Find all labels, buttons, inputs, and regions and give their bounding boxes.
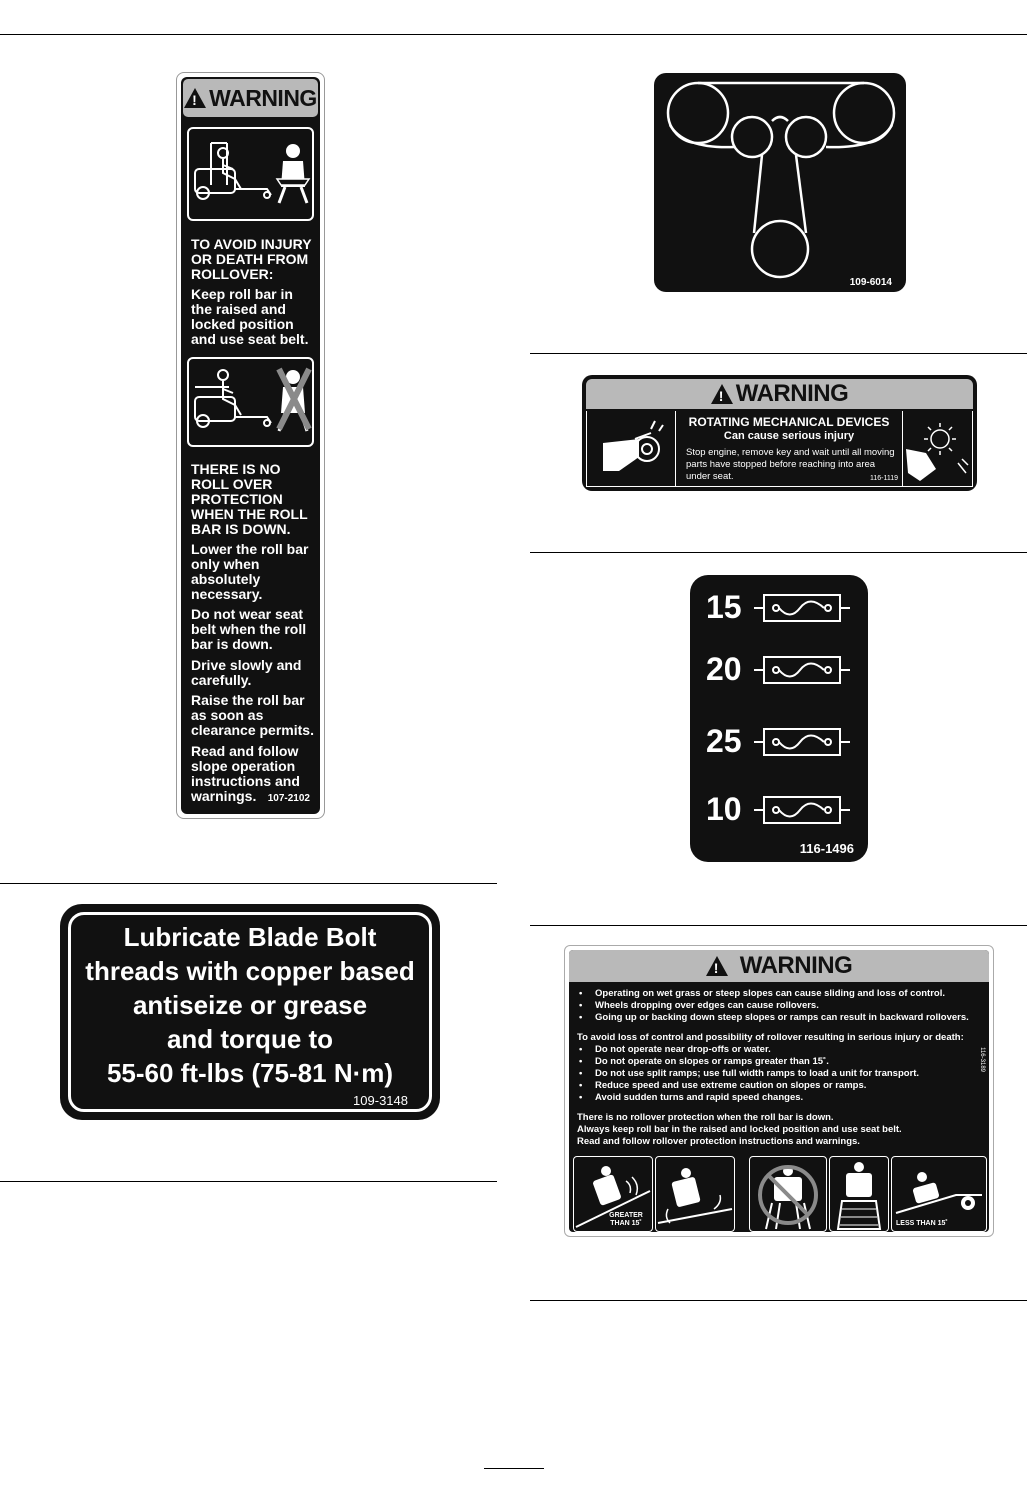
operator-seatbelt-pictogram: [187, 127, 314, 221]
operator-no-seatbelt-pictogram: [187, 357, 314, 447]
lube-line: and torque to: [166, 1024, 334, 1054]
torque-spec: 55-60 ft-lbs (75-81 N·m): [106, 1058, 394, 1088]
mower-roll-bar-down-icon: [189, 359, 313, 441]
page-number-rule: [484, 1468, 544, 1469]
list-item: • Avoid sudden turns and rapid speed changes.: [577, 1092, 975, 1104]
mower-roll-bar-up-icon: [189, 129, 313, 215]
decal-code: 109-6014: [849, 277, 892, 288]
belt-routing-diagram: [654, 73, 906, 292]
lube-line: antiseize or grease: [132, 990, 368, 1020]
rollover-edge-pictogram: [655, 1156, 735, 1232]
warning-label: WARNING: [735, 380, 849, 407]
lower-roll-bar-text: Lower the roll bar only when absolutely necessary.: [191, 541, 309, 602]
list-item: • Do not operate near drop-offs or water.: [577, 1044, 975, 1056]
full-width-ramp-icon: [830, 1157, 888, 1231]
list-item: • Wheels dropping over edges can cause rollovers.: [577, 1000, 975, 1012]
fuse-icon: [754, 591, 850, 625]
decal-body: [586, 411, 973, 487]
lube-line: Lubricate Blade Bolt: [123, 922, 377, 952]
hazard-bullet-list: [577, 988, 975, 1024]
warning-triangle-icon: [711, 384, 733, 404]
hand-stop-moving-parts-icon: [896, 413, 970, 487]
fuse-icon: [754, 793, 850, 827]
no-rollover-protection-heading: THERE IS NO ROLL OVER PROTECTION WHEN THE ROLL BAR IS DOWN.: [191, 461, 308, 537]
section-rule: [530, 552, 1027, 553]
hazard-instruction: Stop engine, remove key and wait until all moving parts have stopped before reaching into area under seat.: [686, 447, 895, 482]
mower-tipping-icon: [656, 1157, 734, 1231]
decal-code: 109-3148: [353, 1093, 408, 1108]
decal-body: [181, 77, 320, 814]
follow-instructions-text: Read and follow rollover protection instructions and warnings.: [577, 1136, 860, 1147]
fuse-icon: [754, 725, 850, 759]
rollover-heading: TO AVOID INJURY OR DEATH FROM ROLLOVER:: [191, 236, 312, 282]
section-rule: [530, 353, 1027, 354]
section-rule: [530, 1300, 1027, 1301]
list-item: • Do not operate on slopes or ramps greater than 15˚.: [577, 1056, 975, 1068]
hand-entanglement-icon: [589, 413, 675, 487]
warning-header: [183, 79, 318, 117]
drive-slowly-text: Drive slowly and carefully.: [191, 657, 302, 688]
warning-label: WARNING: [739, 952, 853, 979]
decal-code: 116-1496: [799, 841, 854, 856]
decal-116-1119: [582, 375, 977, 491]
section-rule: [0, 1181, 497, 1182]
avoidance-intro: To avoid loss of control and possibility of rollover resulting in serious injury or death:: [577, 1032, 964, 1043]
section-rule: [530, 925, 1027, 926]
decal-body: [569, 950, 989, 1232]
hazard-title: ROTATING MECHANICAL DEVICES: [688, 415, 890, 429]
decal-109-3148: [60, 904, 440, 1120]
split-ramps-prohibited-pictogram: [749, 1156, 827, 1232]
warning-header: [569, 950, 989, 982]
greater-than-label: GREATER THAN 15˚: [609, 1212, 643, 1227]
lubricate-instructions: [74, 920, 426, 1090]
lube-line: threads with copper based: [85, 956, 415, 986]
list-item: • Operating on wet grass or steep slopes can cause sliding and loss of control.: [577, 988, 975, 1000]
hazard-subtitle: Can cause serious injury: [723, 430, 855, 442]
warning-triangle-icon: [706, 956, 728, 976]
seat-belt-text: Do not wear seat belt when the roll bar is down.: [191, 606, 307, 652]
list-item: • Reduce speed and use extreme caution on slopes or ramps.: [577, 1080, 975, 1092]
avoidance-bullet-list: [577, 1044, 975, 1104]
slope-instructions-text: Read and follow slope operation instructions and warnings.: [191, 743, 300, 804]
warning-triangle-icon: [184, 88, 206, 108]
decal-116-3189: [564, 945, 994, 1237]
warning-label: WARNING: [209, 84, 317, 111]
full-width-ramp-pictogram: [829, 1156, 889, 1232]
fuse-rating: 25: [706, 723, 742, 759]
fuse-rating: 15: [706, 589, 742, 625]
rollover-protection-text: There is no rollover protection when the roll bar is down.: [577, 1112, 834, 1123]
decal-107-2102: [176, 72, 325, 819]
list-item: • Going up or backing down steep slopes or ramps can result in backward rollovers.: [577, 1012, 975, 1024]
decal-code: 116-3189: [979, 1047, 985, 1072]
warning-text-panel: [675, 411, 903, 486]
trailer-loading-pictogram: [891, 1156, 987, 1232]
section-rule: [0, 883, 497, 884]
warning-header: [586, 379, 973, 409]
decal-code: 116-1119: [869, 475, 898, 482]
decal-116-1496: [690, 575, 868, 862]
header-rule: [0, 34, 1027, 35]
list-item: • Do not use split ramps; use full width ramps to load a unit for transport.: [577, 1068, 975, 1080]
decal-109-6014: [654, 73, 906, 292]
less-than-label: LESS THAN 15˚: [896, 1220, 948, 1227]
fuse-rating: 10: [706, 791, 742, 827]
decal-code: 107-2102: [267, 793, 310, 804]
fuse-icon: [754, 653, 850, 687]
raise-roll-bar-text: Raise the roll bar as soon as clearance permits.: [191, 692, 314, 738]
roll-bar-text: Always keep roll bar in the raised and locked position and use seat belt.: [577, 1124, 902, 1135]
no-split-ramps-icon: [750, 1157, 826, 1231]
roll-bar-instruction: Keep roll bar in the raised and locked position and use seat belt.: [191, 286, 309, 347]
steep-slope-pictogram: [573, 1156, 653, 1232]
fuse-rating: 20: [706, 651, 742, 687]
